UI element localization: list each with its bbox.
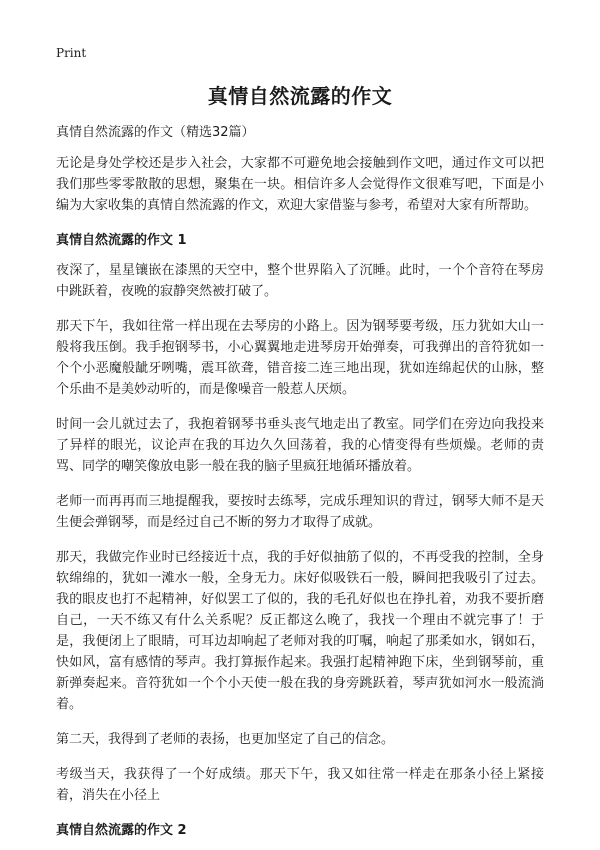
print-link[interactable]: Print xyxy=(56,46,87,60)
paragraph: 那天下午，我如往常一样出现在去琴房的小路上。因为钢琴要考级，压力犹如大山一般将我压倒。我手抱钢琴书，小心翼翼地走进琴房开始弹奏，可我弹出的音符犹如一个个小恶魔般龇牙咧嘴，震耳欲聋，错音接二连三地出现，犹如连绵起伏的山脉，整个乐曲不是美妙动听的，而是像噪音一般惹人厌烦。 xyxy=(56,319,544,397)
paragraph: 考级当天，我获得了一个好成绩。那天下午，我又如往常一样走在那条小径上紧接着，消失在小径上 xyxy=(56,767,544,803)
paragraph: 夜深了，星星镶嵌在漆黑的天空中，整个世界陷入了沉睡。此时，一个个音符在琴房中跳跃着，夜晚的寂静突然被打破了。 xyxy=(56,263,544,299)
page-title: 真情自然流露的作文 xyxy=(207,84,393,108)
intro-paragraph: 无论是身处学校还是步入社会，大家都不可避免地会接触到作文吧，通过作文可以把我们那些零零散散的思想，聚集在一块。相信许多人会觉得作文很难写吧，下面是小编为大家收集的真情自然流露的作文，欢迎大家借鉴与参考，希望对大家有所帮助。 xyxy=(56,156,544,213)
section-heading-1: 真情自然流露的作文 1 xyxy=(56,233,187,248)
paragraph: 那天，我做完作业时已经接近十点，我的手好似抽筋了似的，不再受我的控制，全身软绵绵的，犹如一滩水一般，全身无力。床好似吸铁石一般，瞬间把我吸引了过去。我的眼皮也打不起精神，好似罢工了似的，我的毛孔好似也在挣扎着，劝我不要折磨自己，一天不练又有什么关系呢？反正都这么晚了，我找一个理由不就完事了！于是，我便闭上了眼睛，可耳边却响起了老师对我的叮嘱，响起了那柔如水，钢如石，快如风，富有感情的琴声。我打算振作起来。我强打起精神跑下床，坐到钢琴前，重新弹奏起来。音符犹如一个个小天使一般在我的身旁跳跃着，琴声犹如河水一般流淌着。 xyxy=(56,550,544,712)
paragraph: 第二天，我得到了老师的表扬，也更加坚定了自己的信念。 xyxy=(56,732,395,747)
section-heading-2: 真情自然流露的作文 2 xyxy=(56,823,187,838)
paragraph: 老师一而再再而三地提醒我，要按时去练琴，完成乐理知识的背过，钢琴大师不是天生便会弹钢琴，而是经过自己不断的努力才取得了成就。 xyxy=(56,494,544,530)
article-subtitle: 真情自然流露的作文（精选32篇） xyxy=(56,125,255,140)
paragraph: 时间一会儿就过去了，我抱着钢琴书垂头丧气地走出了教室。同学们在旁边向我投来了异样的眼光，议论声在我的耳边久久回荡着，我的心情变得有些烦燥。老师的责骂、同学的嘲笑像放电影一般在我的脑子里疯狂地循环播放着。 xyxy=(56,417,544,474)
article-body xyxy=(56,122,544,850)
